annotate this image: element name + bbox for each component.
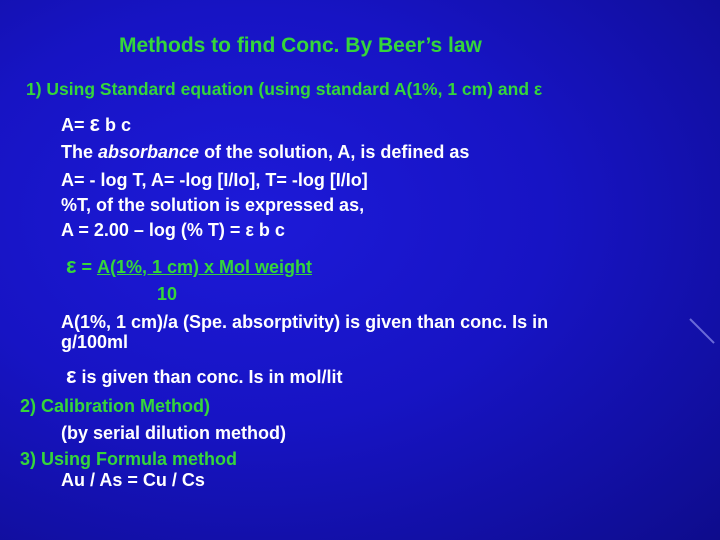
- absorptivity-line1: A(1%, 1 cm)/a (Spe. absorptivity) is given than conc. Is in: [61, 312, 549, 332]
- epsilon-given-suffix: is given than conc. Is in mol/lit: [76, 367, 343, 387]
- transmittance-text: %T, of the solution is expressed as,: [61, 195, 365, 215]
- eq1-prefix: A=: [61, 115, 90, 135]
- method2-heading: 2) Calibration Method): [20, 396, 210, 416]
- epsilon-given-text: [66, 363, 343, 388]
- epsilon-formula: [66, 253, 313, 278]
- decorative-edge-line: [689, 318, 714, 343]
- absorbance-equations: A= - log T, A= -log [I/Io], T= -log [I/Io]: [61, 170, 368, 190]
- epsilon-equals: =: [76, 257, 97, 277]
- absorbance-transmittance-equation: A = 2.00 – log (% T) = ε b c: [61, 220, 285, 240]
- eq1-suffix: b c: [99, 115, 131, 135]
- epsilon-denominator: 10: [157, 284, 178, 304]
- method2-detail: (by serial dilution method): [61, 423, 287, 443]
- method3-formula: Au / As = Cu / Cs: [61, 470, 205, 490]
- beer-law-equation: [61, 111, 131, 136]
- method1-heading: 1) Using Standard equation (using standard A(1%, 1 cm) and ε: [26, 79, 543, 99]
- method3-heading: 3) Using Formula method: [20, 449, 238, 469]
- absorbance-definition: [61, 142, 469, 162]
- absorbance-term: absorbance: [98, 142, 200, 162]
- absorptivity-line2: g/100ml: [61, 332, 129, 352]
- epsilon-symbol: ε: [66, 253, 77, 278]
- epsilon-symbol: ε: [89, 111, 100, 136]
- epsilon-numerator: A(1%, 1 cm) x Mol weight: [96, 257, 313, 277]
- absorbance-post: of the solution, A, is defined as: [199, 142, 470, 162]
- epsilon-symbol: ε: [66, 363, 77, 388]
- slide-title: Methods to find Conc. By Beer’s law: [119, 34, 482, 57]
- absorbance-pre: The: [61, 142, 99, 162]
